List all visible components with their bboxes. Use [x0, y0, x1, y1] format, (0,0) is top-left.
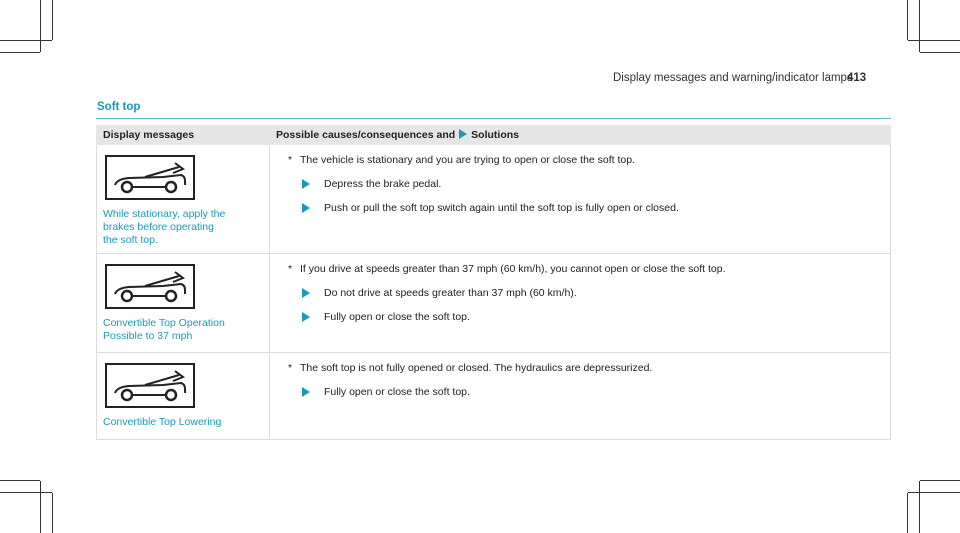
display-message-text: While stationary, apply the brakes before operating the soft top. [103, 208, 226, 246]
crop-mark [907, 0, 908, 40]
arrow-right-icon [302, 312, 310, 322]
causes-solutions-cell [270, 254, 891, 353]
crop-mark [52, 0, 53, 40]
crop-mark [908, 492, 960, 493]
crop-mark [0, 52, 40, 53]
cause-marker: * [288, 362, 293, 374]
display-message-cell [97, 145, 270, 254]
crop-mark [919, 481, 920, 533]
cause-text: * If you drive at speeds greater than 37 mph (60 km/h), you cannot open or close the soft top. [288, 263, 726, 275]
causes-label: Possible causes/consequences and [276, 129, 456, 141]
solution-step: Fully open or close the soft top. [288, 310, 880, 324]
table-header-row [97, 126, 891, 145]
display-message-text: Convertible Top Operation Possible to 37 mph [103, 317, 225, 342]
table-row [97, 353, 891, 440]
page-number: 413 [847, 72, 867, 84]
crop-mark [920, 480, 960, 481]
cause-marker: * [288, 263, 293, 275]
display-message-text: Convertible Top Lowering [103, 416, 222, 428]
arrow-right-icon [302, 203, 310, 213]
convertible-top-icon [105, 155, 195, 200]
column-header-causes-solutions [270, 126, 891, 145]
crop-mark [0, 480, 40, 481]
cause-text: * The soft top is not fully opened or closed. The hydraulics are depressurized. [288, 362, 653, 374]
arrow-right-icon [302, 387, 310, 397]
display-message-cell [97, 254, 270, 353]
solutions-label: Solutions [471, 129, 520, 141]
solution-step: Do not drive at speeds greater than 37 mph (60 km/h). [288, 286, 880, 300]
messages-table [96, 125, 891, 440]
table-row [97, 145, 891, 254]
crop-mark [40, 481, 41, 533]
crop-mark [919, 0, 920, 52]
solution-step: Fully open or close the soft top. [288, 385, 880, 399]
crop-mark [40, 0, 41, 52]
crop-mark [907, 493, 908, 533]
crop-mark [52, 493, 53, 533]
crop-mark [0, 492, 52, 493]
crop-mark [920, 52, 960, 53]
running-header: Display messages and warning/indicator lamps [613, 72, 853, 84]
cause-text: * The vehicle is stationary and you are trying to open or close the soft top. [288, 154, 636, 166]
convertible-top-icon [105, 363, 195, 408]
column-header-display-messages: Display messages [97, 126, 270, 145]
display-message-cell [97, 353, 270, 440]
section-divider [96, 118, 891, 119]
arrow-right-icon [459, 129, 467, 139]
solution-step: Push or pull the soft top switch again until the soft top is fully open or closed. [288, 201, 880, 215]
crop-mark [0, 40, 52, 41]
arrow-right-icon [302, 179, 310, 189]
arrow-right-icon [302, 288, 310, 298]
solution-step: Depress the brake pedal. [288, 177, 880, 191]
causes-solutions-cell [270, 145, 891, 254]
causes-solutions-cell [270, 353, 891, 440]
crop-mark [908, 40, 960, 41]
table-row [97, 254, 891, 353]
cause-marker: * [288, 154, 293, 166]
section-title: Soft top [97, 101, 141, 113]
convertible-top-icon [105, 264, 195, 309]
